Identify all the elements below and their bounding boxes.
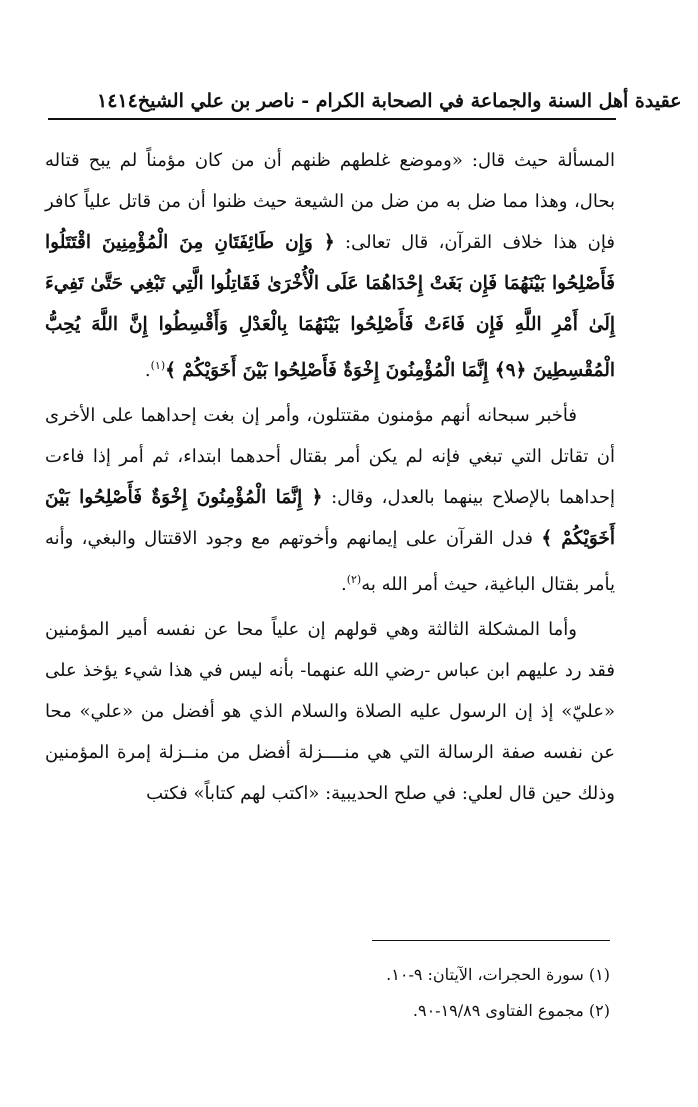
footnotes (250, 957, 610, 1029)
text-run: . (144, 360, 151, 381)
running-title: عقيدة أهل السنة والجماعة في الصحابة الكرام - ناصر بن علي الشيخ (137, 90, 682, 112)
footnote-ref: (٢) (346, 573, 362, 586)
quran-verse: ﴿ وَإِن طَائِفَتَانِ مِنَ الْمُؤْمِنِينَ اقْتَتَلُوا فَأَصْلِحُوا بَيْنَهُمَا فَإِن بَغَتْ إِحْدَاهُمَا عَلَى الْأُخْرَىٰ فَقَاتِلُوا الَّتِي تَبْغِي حَتَّىٰ تَفِيءَ إِلَىٰ أَمْرِ اللَّهِ فَإِن فَاءَتْ فَأَصْلِحُوا بَيْنَهُمَا بِالْعَدْلِ وَأَقْسِطُوا إِنَّ اللَّهَ يُحِبُّ الْمُقْسِطِينَ ﴿٩﴾ إِنَّمَا الْمُؤْمِنُونَ إِخْوَةٌ فَأَصْلِحُوا بَيْنَ أَخَوَيْكُمْ ﴾ (45, 232, 615, 381)
text-run: فدل القرآن على إيمانهم وأخوتهم مع وجود الاقتتال والبغي، وأنه يأمر بقتال الباغية، حيث أمر الله به (45, 528, 615, 595)
footnote-1: (١) سورة الحجرات، الآيتان: ٩-١٠. (386, 965, 610, 984)
main-text (45, 140, 615, 814)
footnote-ref: (١) (150, 359, 166, 372)
text-run: وأما المشكلة الثالثة وهي قولهم إن علياً محا عن نفسه أمير المؤمنين فقد رد عليهم ابن عباس -رضي الله عنهما- بأنه ليس في هذا شيء يؤخذ على «عليّ» إذ إن الرسول عليه الصلاة والسلام الذي هو أفضل من «علي» محا عن نفسه صفة الرسالة التي هي منــــزلة أفضل من منــزلة إمرة المؤمنين وذلك حين قال لعلي: في صلح الحديبية: «اكتب لهم كتاباً» فكتب (45, 619, 615, 804)
text-run: المسألة حيث قال: «وموضع غلطهم ظنهم أن من كان مؤمناً لم يبح قتاله بحال، وهذا مما ضل به من ضل من الشيعة حيث ظنوا أن من قاتل علياً كافر فإن هذا خلاف القرآن، قال تعالى: (45, 150, 615, 253)
header-rule (48, 118, 616, 120)
running-header (85, 86, 682, 112)
paragraph (45, 395, 615, 605)
footnote-separator (372, 940, 610, 941)
paragraph (45, 609, 615, 814)
footnote-2: (٢) مجموع الفتاوى ١٩/٨٩-٩٠. (412, 1001, 610, 1020)
text-run: فأخبر سبحانه أنهم مؤمنون مقتتلون، وأمر إن بغت إحداهما على الأخرى أن تقاتل التي تبغي فإنه لم يكن أمر بقتال أحدهما ابتداء، ثم أمر إذا فاءت إحداهما بالإصلاح بينهما بالعدل، وقال: (45, 405, 615, 508)
text-run: . (340, 574, 347, 595)
quran-verse: ﴿ إِنَّمَا الْمُؤْمِنُونَ إِخْوَةٌ فَأَصْلِحُوا بَيْنَ أَخَوَيْكُمْ ﴾ (45, 487, 616, 549)
page-number: ١٤١٤ (97, 90, 138, 112)
paragraph (45, 140, 615, 391)
